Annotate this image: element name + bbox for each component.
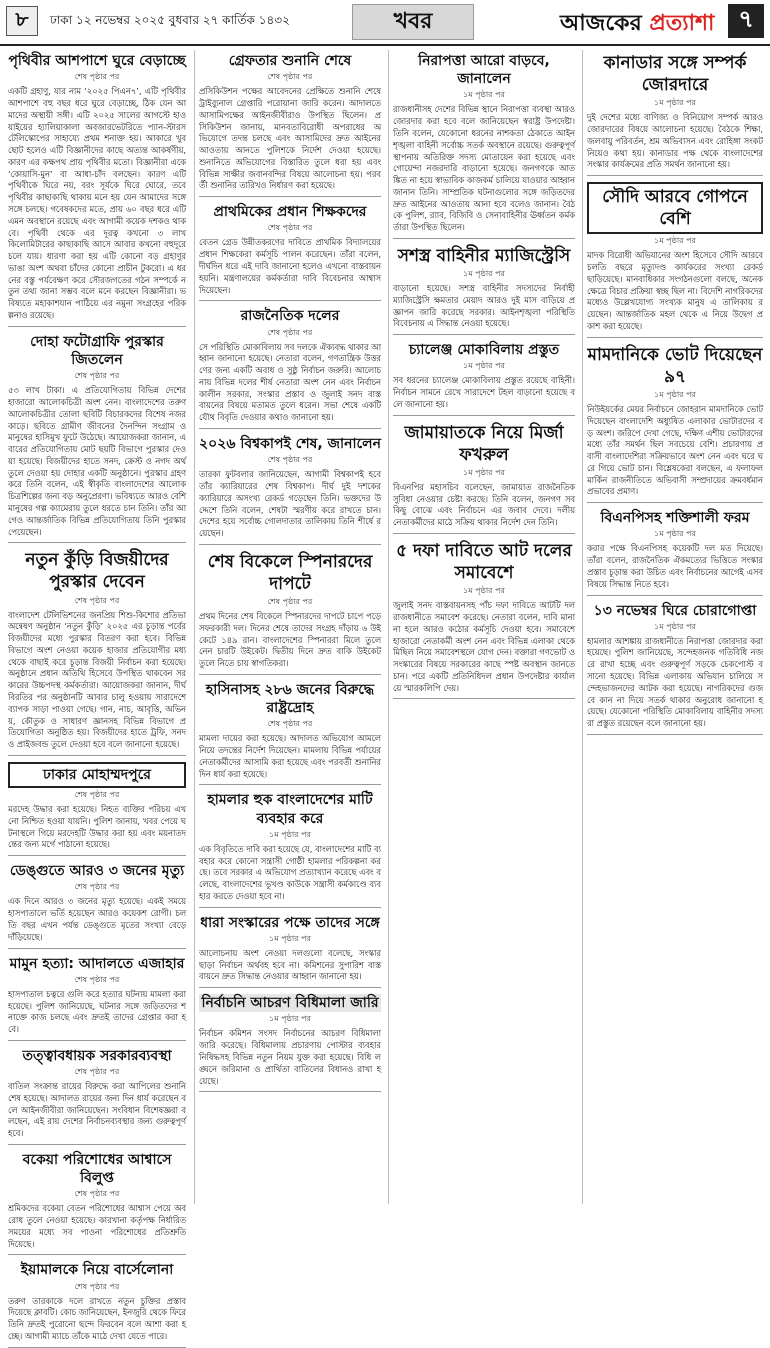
article-headline: ডেঙ্গুতে আরও ৩ জনের মৃত্যু: [9, 863, 185, 880]
news-article: [393, 540, 575, 699]
continuation-note: শেষ পৃষ্ঠার পর: [74, 790, 120, 800]
news-article: [8, 1151, 186, 1256]
article-headline: রাজনৈতিক দলের: [240, 308, 340, 325]
news-article: [199, 791, 381, 907]
news-article: [587, 52, 763, 176]
news-article: [8, 1047, 186, 1145]
article-headline: বিএনপিসহ শক্তিশালী ফরম: [600, 510, 750, 527]
continuation-note: শেষ পৃষ্ঠার পর: [74, 882, 120, 892]
news-article: [393, 52, 575, 239]
continuation-note: শেষ পৃষ্ঠার পর: [267, 719, 313, 729]
article-headline: ৫ দফা দাবিতে আট দলের সমাবেশে: [396, 541, 572, 584]
article-body: শ্রমিকদের বকেয়া বেতন পরিশোধের আশ্বাস পেয়ে অবরোধ তুলে নেওয়া হয়েছে। কারখানা কর্তৃপক্ষ নির্ধারিত সময়ের মধ্যে সব পাওনা পরিশোধের প্রতিশ্রুতি দিয়েছে।: [8, 1203, 186, 1249]
article-headline: ১৩ নভেম্বর ঘিরে চোরাগোপ্তা: [593, 602, 757, 619]
article-body: বাড়ানো হয়েছে। সশস্ত্র বাহিনীর সদস্যদের নির্বাহী ম্যাজিস্ট্রেসি ক্ষমতার মেয়াদ আরও দুই মাস বাড়িয়ে প্রজ্ঞাপন জারি করেছে সরকার। আইনশৃঙ্খলা পরিস্থিতি বিবেচনায় এ সিদ্ধান্ত নেওয়া হয়েছে।: [393, 283, 575, 329]
article-headline: বকেয়া পরিশোধের আশ্বাসে বিলুপ্ত: [22, 1151, 172, 1187]
article-headline: গ্রেফতার শুনানি শেষে: [228, 53, 352, 69]
article-headline: ইয়ামালকে নিয়ে বার্সেলোনা: [20, 1262, 174, 1279]
news-article: [199, 681, 381, 786]
article-body: রাজধানীসহ দেশের বিভিন্ন স্থানে নিরাপত্তা ব্যবস্থা আরও জোরদার করা হবে বলে জানিয়েছেন স্বরাষ্ট্র উপদেষ্টা। তিনি বলেন, যেকোনো ধরনের নাশকতা ঠেকাতে আইনশৃঙ্খলা বাহিনী সর্বোচ্চ সতর্ক অবস্থানে রয়েছে। গুরুত্বপূর্ণ স্থাপনায় অতিরিক্ত সদস্য মোতায়েন করা হয়েছে এবং গোয়েন্দা নজরদারি বাড়ানো হয়েছে। জনগণকে আতঙ্কিত না হয়ে স্বাভাবিক কাজকর্ম চালিয়ে যাওয়ার আহ্বান জানান তিনি। সাম্প্রতিক ঘটনাগুলোর সঙ্গে জড়িতদের দ্রুত আইনের আওতায় আনা হবে বলেও জানান। বৈঠকে পুলিশ, র‍্যাব, বিজিবি ও সেনাবাহিনীর ঊর্ধ্বতন কর্মকর্তারা উপস্থিত ছিলেন।: [393, 104, 575, 233]
article-body: দুই দেশের মধ্যে বাণিজ্য ও বিনিয়োগ সম্পর্ক আরও জোরদারের বিষয়ে আলোচনা হয়েছে। বৈঠকে শিক্ষা, জলবায়ু পরিবর্তন, শ্রম অভিবাসন এবং রোহিঙ্গা সংকট নিয়েও কথা হয়। কানাডার পক্ষ থেকে বাংলাদেশের সংস্কার কার্যক্রমের প্রতি সমর্থন জানানো হয়।: [587, 112, 763, 170]
continuation-note: শেষ পৃষ্ঠার পর: [267, 597, 313, 607]
article-body: সে পরিস্থিতি মোকাবিলায় সব দলকে ঐক্যবদ্ধ থাকার আহ্বান জানানো হয়েছে। নেতারা বলেন, গণতান্ত্রিক উত্তরণের জন্য একটি অবাধ ও সুষ্ঠু নির্বাচন জরুরি। আলোচনায় বিভিন্ন দলের শীর্ষ নেতারা অংশ নেন এবং নির্বাচনকালীন সরকার, সংস্কার প্রস্তাব ও জুলাই সনদ বাস্তবায়নের বিষয়ে মতামত তুলে ধরেন। সভা শেষে একটি যৌথ বিবৃতি দেওয়ার কথাও জানানো হয়।: [199, 341, 381, 423]
news-article: [199, 994, 381, 1092]
news-article: [8, 52, 186, 327]
news-article: [8, 1261, 186, 1347]
article-body: করার পক্ষে বিএনপিসহ কয়েকটি দল মত দিয়েছে। তাঁরা বলেন, রাজনৈতিক ঐকমত্যের ভিত্তিতে সংস্কার প্রস্তাব চূড়ান্ত করা উচিত এবং নির্বাচনের আগেই এসব বিষয়ে সিদ্ধান্ত নিতে হবে।: [587, 543, 763, 589]
continuation-note: ১ম পৃষ্ঠার পর: [463, 269, 505, 279]
news-article: [199, 203, 381, 301]
article-body: তারকা ফুটবলার জানিয়েছেন, আগামী বিশ্বকাপই হবে তাঁর ক্যারিয়ারের শেষ বিশ্বকাপ। দীর্ঘ দুই দশকের ক্যারিয়ারে অসংখ্য রেকর্ড গড়েছেন তিনি। ভক্তদের উদ্দেশে তিনি বলেন, শেষটা স্মরণীয় করে রাখতে চান। দেশের হয়ে সর্বোচ্চ গোলদাতার তালিকায় তিনি শীর্ষে রয়েছেন।: [199, 469, 381, 539]
news-article: [8, 333, 186, 544]
continuation-note: ১ম পৃষ্ঠার পর: [654, 529, 696, 539]
article-headline: সৌদি আরবে গোপনে বেশি: [587, 182, 763, 234]
dateline: ঢাকা ১২ নভেম্বর ২০২৫ বুধবার ২৭ কার্তিক ১৪৩২: [50, 13, 290, 27]
news-article: [587, 182, 763, 338]
article-headline: মামুন হত্যা: আদালতে এজাহার: [9, 955, 185, 972]
article-body: প্রসিকিউশন পক্ষের আবেদনের প্রেক্ষিতে শুনানি শেষে ট্রাইব্যুনাল গ্রেপ্তারি পরোয়ানা জারি করেন। আদালতে আসামিপক্ষের আইনজীবীরাও উপস্থিত ছিলেন। প্রসিকিউশন জানায়, মানবতাবিরোধী অপরাধের অভিযোগে তদন্ত চলছে এবং আসামিদের দ্রুত আইনের আওতায় আনতে পুলিশকে নির্দেশ দেওয়া হয়েছে। শুনানিতে অভিযোগের বিস্তারিত তুলে ধরা হয় এবং বিভিন্ন সাক্ষীর জবানবন্দির বিষয়ে আলোচনা হয়। পরবর্তী শুনানির তারিখও নির্ধারণ করা হয়েছে।: [199, 86, 381, 191]
continuation-note: ১ম পৃষ্ঠার পর: [269, 933, 311, 943]
article-headline: পৃথিবীর আশপাশে ঘুরে বেড়াচ্ছে: [8, 53, 186, 69]
article-body: মামলা দায়ের করা হয়েছে। আদালত অভিযোগ আমলে নিয়ে তদন্তের নির্দেশ দিয়েছেন। মামলায় বিভিন্ন পর্যায়ের নেতাকর্মীদের আসামি করা হয়েছে এবং পরবর্তী শুনানির দিন ধার্য করা হয়েছে।: [199, 733, 381, 779]
article-body: আলোচনায় অংশ নেওয়া দলগুলো বলেছে, সংস্কার ছাড়া নির্বাচন অর্থবহ হবে না। কমিশনের সুপারিশ বাস্তবায়নে দ্রুত সিদ্ধান্ত নেওয়ার আহ্বান জানানো হয়।: [199, 947, 381, 982]
continuation-note: শেষ পৃষ্ঠার পর: [74, 1067, 120, 1077]
continuation-note: ১ম পৃষ্ঠার পর: [463, 90, 505, 100]
article-body: এক দিনে আরও ৩ জনের মৃত্যু হয়েছে। একই সময়ে হাসপাতালে ভর্তি হয়েছেন আরও কয়েকশ রোগী। চলতি বছর এখন পর্যন্ত ডেঙ্গুতে মৃতের সংখ্যা বেড়ে দাঁড়িয়েছে।: [8, 896, 186, 942]
news-article: [587, 602, 763, 735]
news-article: [8, 549, 186, 756]
news-article: [8, 862, 186, 948]
article-headline: নির্বাচনি আচরণ বিধিমালা জারি: [199, 994, 381, 1012]
column-3: [388, 50, 579, 1204]
article-headline: শেষ বিকেলে স্পিনারদের দাপটে: [207, 551, 373, 594]
column-4: [582, 50, 767, 1204]
continuation-note: ১ম পৃষ্ঠার পর: [654, 389, 696, 399]
continuation-note: ১ম পৃষ্ঠার পর: [463, 361, 505, 371]
continuation-note: ১ম পৃষ্ঠার পর: [654, 236, 696, 246]
article-headline: প্রাথমিকের প্রধান শিক্ষকদের: [213, 204, 367, 221]
page-number-right: ৭: [728, 4, 764, 38]
continuation-note: শেষ পৃষ্ঠার পর: [74, 72, 120, 82]
continuation-note: শেষ পৃষ্ঠার পর: [267, 223, 313, 233]
article-body: একটি গ্রহাণু, যার নাম ‘২০২৫ পিএন৭’, এটি পৃথিবীর আশপাশে বহু বছর ধরে ঘুরে বেড়াচ্ছে, ঠিক যেন আমাদের অস্থায়ী সঙ্গী। এটি ২০২৫ সালের আগস্টে হাওয়াইয়ের হ্যালিয়াকালা অবজারভেটরিতে প্যান-স্টারস টেলিস্কোপের সাহায্যে প্রথম শনাক্ত হয়। আকারে খুব ছোট হলেও এটি বিজ্ঞানীদের কাছে অত্যন্ত আকর্ষণীয়, কারণ এর কক্ষপথ প্রায় পৃথিবীর মতো। বিজ্ঞানীরা একে ‘কোয়াসি-মুন’ বা আধা-চাঁদ বলছেন। কারণ এটি পৃথিবীকে ঘিরে নয়, বরং সূর্যকে ঘিরে ঘোরে, তবে পৃথিবীর কাছাকাছি থাকায় মনে হয় যেন আমাদের সঙ্গে সঙ্গে চলছে। গবেষকদের মতে, প্রায় ৬০ বছর ধরে এটি এমন অবস্থানে রয়েছে এবং আগামী কয়েক দশকও থাকবে। পৃথিবী থেকে এর দূরত্ব কখনো ৩ লাখ কিলোমিটারের কাছাকাছি আসে আবার কখনো বহুদূরে চলে যায়। ধারণা করা হয় এটি কোনো বড় গ্রহাণুর ভাঙা অংশ অথবা চাঁদের কোনো প্রাচীন টুকরো। এ ধরনের বস্তু পর্যবেক্ষণ করে সৌরজগতের গঠন সম্পর্কে নতুন তথ্য জানা সম্ভব বলে মনে করছেন বিজ্ঞানীরা। ভবিষ্যতে মহাকাশযান পাঠিয়ে এর নমুনা সংগ্রহের পরিকল্পনাও রয়েছে।: [8, 86, 186, 321]
page-number-left: ৮: [6, 6, 38, 36]
news-article: [393, 422, 575, 534]
article-headline: হাসিনাসহ ২৮৬ জনের বিরুদ্ধে রাষ্ট্রদ্রোহ: [205, 681, 375, 717]
article-body: বাতিল সংক্রান্ত রায়ের বিরুদ্ধে করা আপিলের শুনানি শেষ হয়েছে। আদালত রায়ের জন্য দিন ধার্য করেছেন বলে আইনজীবীরা জানিয়েছেন। সংবিধান বিশেষজ্ঞরা বলছেন, এই রায় দেশের নির্বাচনব্যবস্থার জন্য গুরুত্বপূর্ণ হবে।: [8, 1081, 186, 1139]
article-body: হাসপাতাল চত্বরে গুলি করে হত্যার ঘটনায় মামলা করা হয়েছে। পুলিশ জানিয়েছে, ঘটনার সঙ্গে জড়িতদের শনাক্তে কাজ চলছে এবং দ্রুতই তাদের গ্রেপ্তার করা হবে।: [8, 988, 186, 1035]
continuation-note: ১ম পৃষ্ঠার পর: [463, 586, 505, 596]
news-article: [587, 509, 763, 595]
news-article: [393, 341, 575, 416]
continuation-note: ১ম পৃষ্ঠার পর: [269, 1014, 311, 1024]
news-article: [199, 435, 381, 545]
continuation-note: ১ম পৃষ্ঠার পর: [463, 467, 505, 477]
article-headline: ২০২৬ বিশ্বকাপই শেষ, জানালেন: [199, 435, 381, 452]
article-headline: কানাডার সঙ্গে সম্পর্ক জোরদারে: [603, 53, 747, 96]
article-headline: হামলার হুক বাংলাদেশের মাটি ব্যবহার করে: [207, 792, 373, 827]
article-body: বেতন গ্রেড উন্নীতকরণের দাবিতে প্রাথমিক বিদ্যালয়ের প্রধান শিক্ষকেরা কর্মসূচি পালন করেছেন। তাঁরা বলেন, দীর্ঘদিন ধরে এই দাবি জানানো হলেও এখনো বাস্তবায়ন হয়নি। মন্ত্রণালয়ের কর্মকর্তারা দাবি বিবেচনার আশ্বাস দিয়েছেন।: [199, 237, 381, 295]
continuation-note: ১ম পৃষ্ঠার পর: [654, 621, 696, 631]
news-article: [587, 344, 763, 503]
news-article: [8, 955, 186, 1041]
continuation-note: শেষ পৃষ্ঠার পর: [74, 974, 120, 984]
article-headline: জামায়াতকে নিয়ে মির্জা ফখরুল: [404, 422, 564, 465]
column-1: [4, 50, 190, 1341]
article-headline: দোহা ফটোগ্রাফি পুরস্কার জিতলেন: [30, 333, 164, 368]
news-article: [199, 914, 381, 989]
section-title: খবর: [352, 4, 474, 40]
article-body: মরদেহ উদ্ধার করা হয়েছে। নিহত ব্যক্তির পরিচয় এখনো নিশ্চিত হওয়া যায়নি। পুলিশ জানায়, খবর পেয়ে ঘটনাস্থলে গিয়ে মরদেহটি উদ্ধার করা হয় এবং ময়নাতদন্তের জন্য মর্গে পাঠানো হয়েছে।: [8, 804, 186, 850]
news-article: [199, 307, 381, 429]
article-headline: চ্যালেঞ্জ মোকাবিলায় প্রস্তুত: [408, 342, 560, 359]
article-body: তরুণ তারকাকে দলে রাখতে নতুন চুক্তির প্রস্তাব দিয়েছে ক্লাবটি। কোচ জানিয়েছেন, ইনজুরি থেকে ফিরে তিনি দ্রুতই পুরোনো ছন্দে ফিরবেন বলে আশা করা হচ্ছে। আগামী ম্যাচে তাঁকে মাঠে দেখা যেতে পারে।: [8, 1295, 186, 1341]
article-headline: সশস্ত্র বাহিনীর ম্যাজিস্ট্রেসি: [397, 245, 571, 266]
article-body: বিএনপির মহাসচিব বলেছেন, জামায়াত রাজনৈতিক সুবিধা নেওয়ার চেষ্টা করছে। তিনি বলেন, জনগণ সবকিছু বোঝে এবং নির্বাচনে এর জবাব দেবে। দলীয় নেতাকর্মীদের মাঠে সক্রিয় থাকার নির্দেশ দেন তিনি।: [393, 481, 575, 528]
article-body: হামলার আশঙ্কায় রাজধানীতে নিরাপত্তা জোরদার করা হয়েছে। পুলিশ জানিয়েছে, সন্দেহজনক গতিবিধি নজরে রাখা হচ্ছে এবং গুরুত্বপূর্ণ সড়কে চেকপোস্ট বসানো হয়েছে। বিভিন্ন এলাকায় অভিযান চালিয়ে সন্দেহভাজনদের আটক করা হয়েছে। নাগরিকদের গুজবে কান না দিয়ে সতর্ক থাকার অনুরোধ জানানো হয়েছে। যেকোনো পরিস্থিতি মোকাবিলায় বাহিনীর সদস্যরা প্রস্তুত রয়েছেন বলে জানানো হয়।: [587, 635, 763, 729]
continuation-note: ১ম পৃষ্ঠার পর: [654, 98, 696, 108]
continuation-note: শেষ পৃষ্ঠার পর: [267, 455, 313, 465]
article-body: মাদক বিরোধী অভিযানের অংশ হিসেবে সৌদি আরবে চলতি বছরে মৃত্যুদণ্ড কার্যকরের সংখ্যা রেকর্ড ছাড়িয়েছে। মানবাধিকার সংগঠনগুলো বলছে, অনেক ক্ষেত্রে বিচার প্রক্রিয়া স্বচ্ছ ছিল না। বিদেশি নাগরিকদের মধ্যেও উল্লেখযোগ্য সংখ্যক মানুষ এ তালিকায় রয়েছেন। আন্তর্জাতিক মহল থেকে এ নিয়ে উদ্বেগ প্রকাশ করা হয়েছে।: [587, 250, 763, 331]
continuation-note: শেষ পৃষ্ঠার পর: [74, 595, 120, 605]
article-body: এক বিবৃতিতে দাবি করা হয়েছে যে, বাংলাদেশের মাটি ব্যবহার করে কোনো সন্ত্রাসী গোষ্ঠী হামলার পরিকল্পনা করছে। তবে সরকার এ অভিযোগ প্রত্যাখ্যান করেছে এবং বলেছে, বাংলাদেশের ভূখণ্ড কাউকে সন্ত্রাসী কর্মকাণ্ডে ব্যবহার করতে দেওয়া হবে না।: [199, 843, 381, 901]
article-body: সব ধরনের চ্যালেঞ্জ মোকাবিলায় প্রস্তুত রয়েছে বাহিনী। নির্বাচন সামনে রেখে সারাদেশে টহল বাড়ানো হয়েছে বলে জানানো হয়।: [393, 375, 575, 409]
continuation-note: শেষ পৃষ্ঠার পর: [74, 1189, 120, 1199]
news-article: [8, 762, 186, 856]
article-headline: নতুন কুঁড়ি বিজয়ীদের পুরস্কার দেবেন: [25, 550, 169, 593]
article-headline: ঢাকার মোহাম্মদপুরে: [8, 762, 186, 788]
article-headline: নিরাপত্তা আরো বাড়বে, জানালেন: [418, 53, 550, 88]
article-body: প্রথম দিনের শেষ বিকেলে স্পিনারদের দাপটে চাপে পড়ে সফরকারী দল। দিনের শেষে তাদের সংগ্রহ দাঁড়ায় ৬ উইকেটে ১৪৯ রান। বাংলাদেশের স্পিনাররা মিলে তুলে নেন চারটি উইকেট। দ্বিতীয় দিনে দ্রুত বাকি উইকেট তুলে নিতে চায় স্বাগতিকরা।: [199, 611, 381, 669]
news-article: [199, 52, 381, 197]
article-headline: ধারা সংস্কারের পক্ষে তাদের সঙ্গে: [200, 914, 380, 931]
article-body: নির্বাচন কমিশন সংসদ নির্বাচনের আচরণ বিধিমালা জারি করেছে। বিধিমালায় প্রচারণায় পোস্টার ব্যবহার নিষিদ্ধসহ বিভিন্ন নতুন নিয়ম যুক্ত করা হয়েছে। বিধি লঙ্ঘনে জরিমানা ও প্রার্থিতা বাতিলের বিধানও রাখা হয়েছে।: [199, 1028, 381, 1086]
continuation-note: শেষ পৃষ্ঠার পর: [267, 72, 313, 82]
news-article: [393, 245, 575, 335]
article-headline: মামদানিকে ভোট দিয়েছেন ৯৭: [587, 344, 763, 387]
continuation-note: শেষ পৃষ্ঠার পর: [74, 371, 120, 381]
news-article: [199, 551, 381, 675]
article-body: জুলাই সনদ বাস্তবায়নসহ পাঁচ দফা দাবিতে আটটি দল রাজধানীতে সমাবেশ করেছে। নেতারা বলেন, দাবি মানা না হলে আরও কঠোর কর্মসূচি দেওয়া হবে। সমাবেশে হাজারো নেতাকর্মী অংশ নেন এবং বিভিন্ন এলাকা থেকে মিছিল নিয়ে সমাবেশস্থলে যোগ দেন। বক্তারা গণভোট ও সংস্কারের বিষয়ে সরকারের কাছে স্পষ্ট অবস্থান জানতে চান। পরে একটি প্রতিনিধিদল প্রধান উপদেষ্টার কার্যালয়ে স্মারকলিপি দেয়।: [393, 600, 575, 693]
continuation-note: ১ম পৃষ্ঠার পর: [269, 829, 311, 839]
continuation-note: শেষ পৃষ্ঠার পর: [74, 1281, 120, 1291]
article-headline: তত্ত্বাবধায়ক সরকারব্যবস্থা: [22, 1047, 172, 1064]
newspaper-logo: আজকের প্রত্যাশা: [560, 10, 715, 36]
page-header: [0, 0, 770, 46]
article-body: নিউইয়র্কের মেয়র নির্বাচনে জোহরান মামদানিকে ভোট দিয়েছেন বাংলাদেশি অধ্যুষিত এলাকার ভোটারদের বড় অংশ। জরিপে দেখা গেছে, দক্ষিণ এশীয় ভোটারদের মধ্যে তাঁর সমর্থন ছিল সবচেয়ে বেশি। প্রচারণায় প্রবাসী বাংলাদেশিরা সক্রিয়ভাবে অংশ নেন এবং ঘরে ঘরে গিয়ে ভোট চান। বিশ্লেষকেরা বলছেন, এ ফলাফল মার্কিন রাজনীতিতে অভিবাসী সম্প্রদায়ের ক্রমবর্ধমান প্রভাবের প্রমাণ।: [587, 403, 763, 497]
column-2: [194, 50, 385, 1204]
article-body: বাংলাদেশ টেলিভিশনের জনপ্রিয় শিশু-কিশোর প্রতিভা অন্বেষণ অনুষ্ঠান ‘নতুন কুঁড়ি’ ২০২৫ এর চূড়ান্ত পর্বের বিজয়ীদের মধ্যে পুরস্কার বিতরণ করা হবে। বিভিন্ন বিভাগে অংশ নেওয়া কয়েক হাজার প্রতিযোগীর মধ্য থেকে বাছাই করে চূড়ান্ত বিজয়ী নির্বাচন করা হয়েছে। অনুষ্ঠানে প্রধান অতিথি হিসেবে উপস্থিত থাকবেন সরকারের উচ্চপদস্থ কর্মকর্তারা। আয়োজকরা জানান, দীর্ঘ বিরতির পর অনুষ্ঠানটি আবার চালু হওয়ায় সারাদেশে ব্যাপক সাড়া পাওয়া গেছে। গান, নাচ, আবৃত্তি, অভিনয়, কৌতুক ও সাধারণ জ্ঞানসহ বিভিন্ন বিভাগে প্রতিযোগিতা অনুষ্ঠিত হয়। বিজয়ীদের হাতে ট্রফি, সনদ ও প্রাইজবন্ড তুলে দেওয়া হবে বলে জানানো হয়েছে।: [8, 609, 186, 750]
article-body: ৫৩ লাখ টাকা। এ প্রতিযোগিতায় বিভিন্ন দেশের হাজারো আলোকচিত্রী অংশ নেন। বাংলাদেশের তরুণ আলোকচিত্রীর তোলা ছবিটি বিচারকদের বিশেষ নজর কাড়ে। ছবিতে গ্রামীণ জীবনের দৈনন্দিন সংগ্রাম ও মানুষের হাসিমুখ ফুটে উঠেছে। আয়োজকরা জানান, এবারের প্রতিযোগিতায় মোট ছয়টি বিভাগে পুরস্কার দেওয়া হয়েছে। বিজয়ীদের হাতে সনদ, ক্রেস্ট ও নগদ অর্থ তুলে দেওয়া হয় দোহার একটি অনুষ্ঠানে। পুরস্কার গ্রহণ করে তিনি বলেন, এই স্বীকৃতি বাংলাদেশের আলোকচিত্রশিল্পের জন্য বড় অনুপ্রেরণা। ভবিষ্যতে আরও বেশি মানুষের গল্প ক্যামেরায় তুলে ধরতে চান তিনি। তাঁর আগেও আন্তর্জাতিক বিভিন্ন প্রতিযোগিতায় তিনি পুরস্কার পেয়েছেন।: [8, 385, 186, 537]
continuation-note: শেষ পৃষ্ঠার পর: [267, 327, 313, 337]
